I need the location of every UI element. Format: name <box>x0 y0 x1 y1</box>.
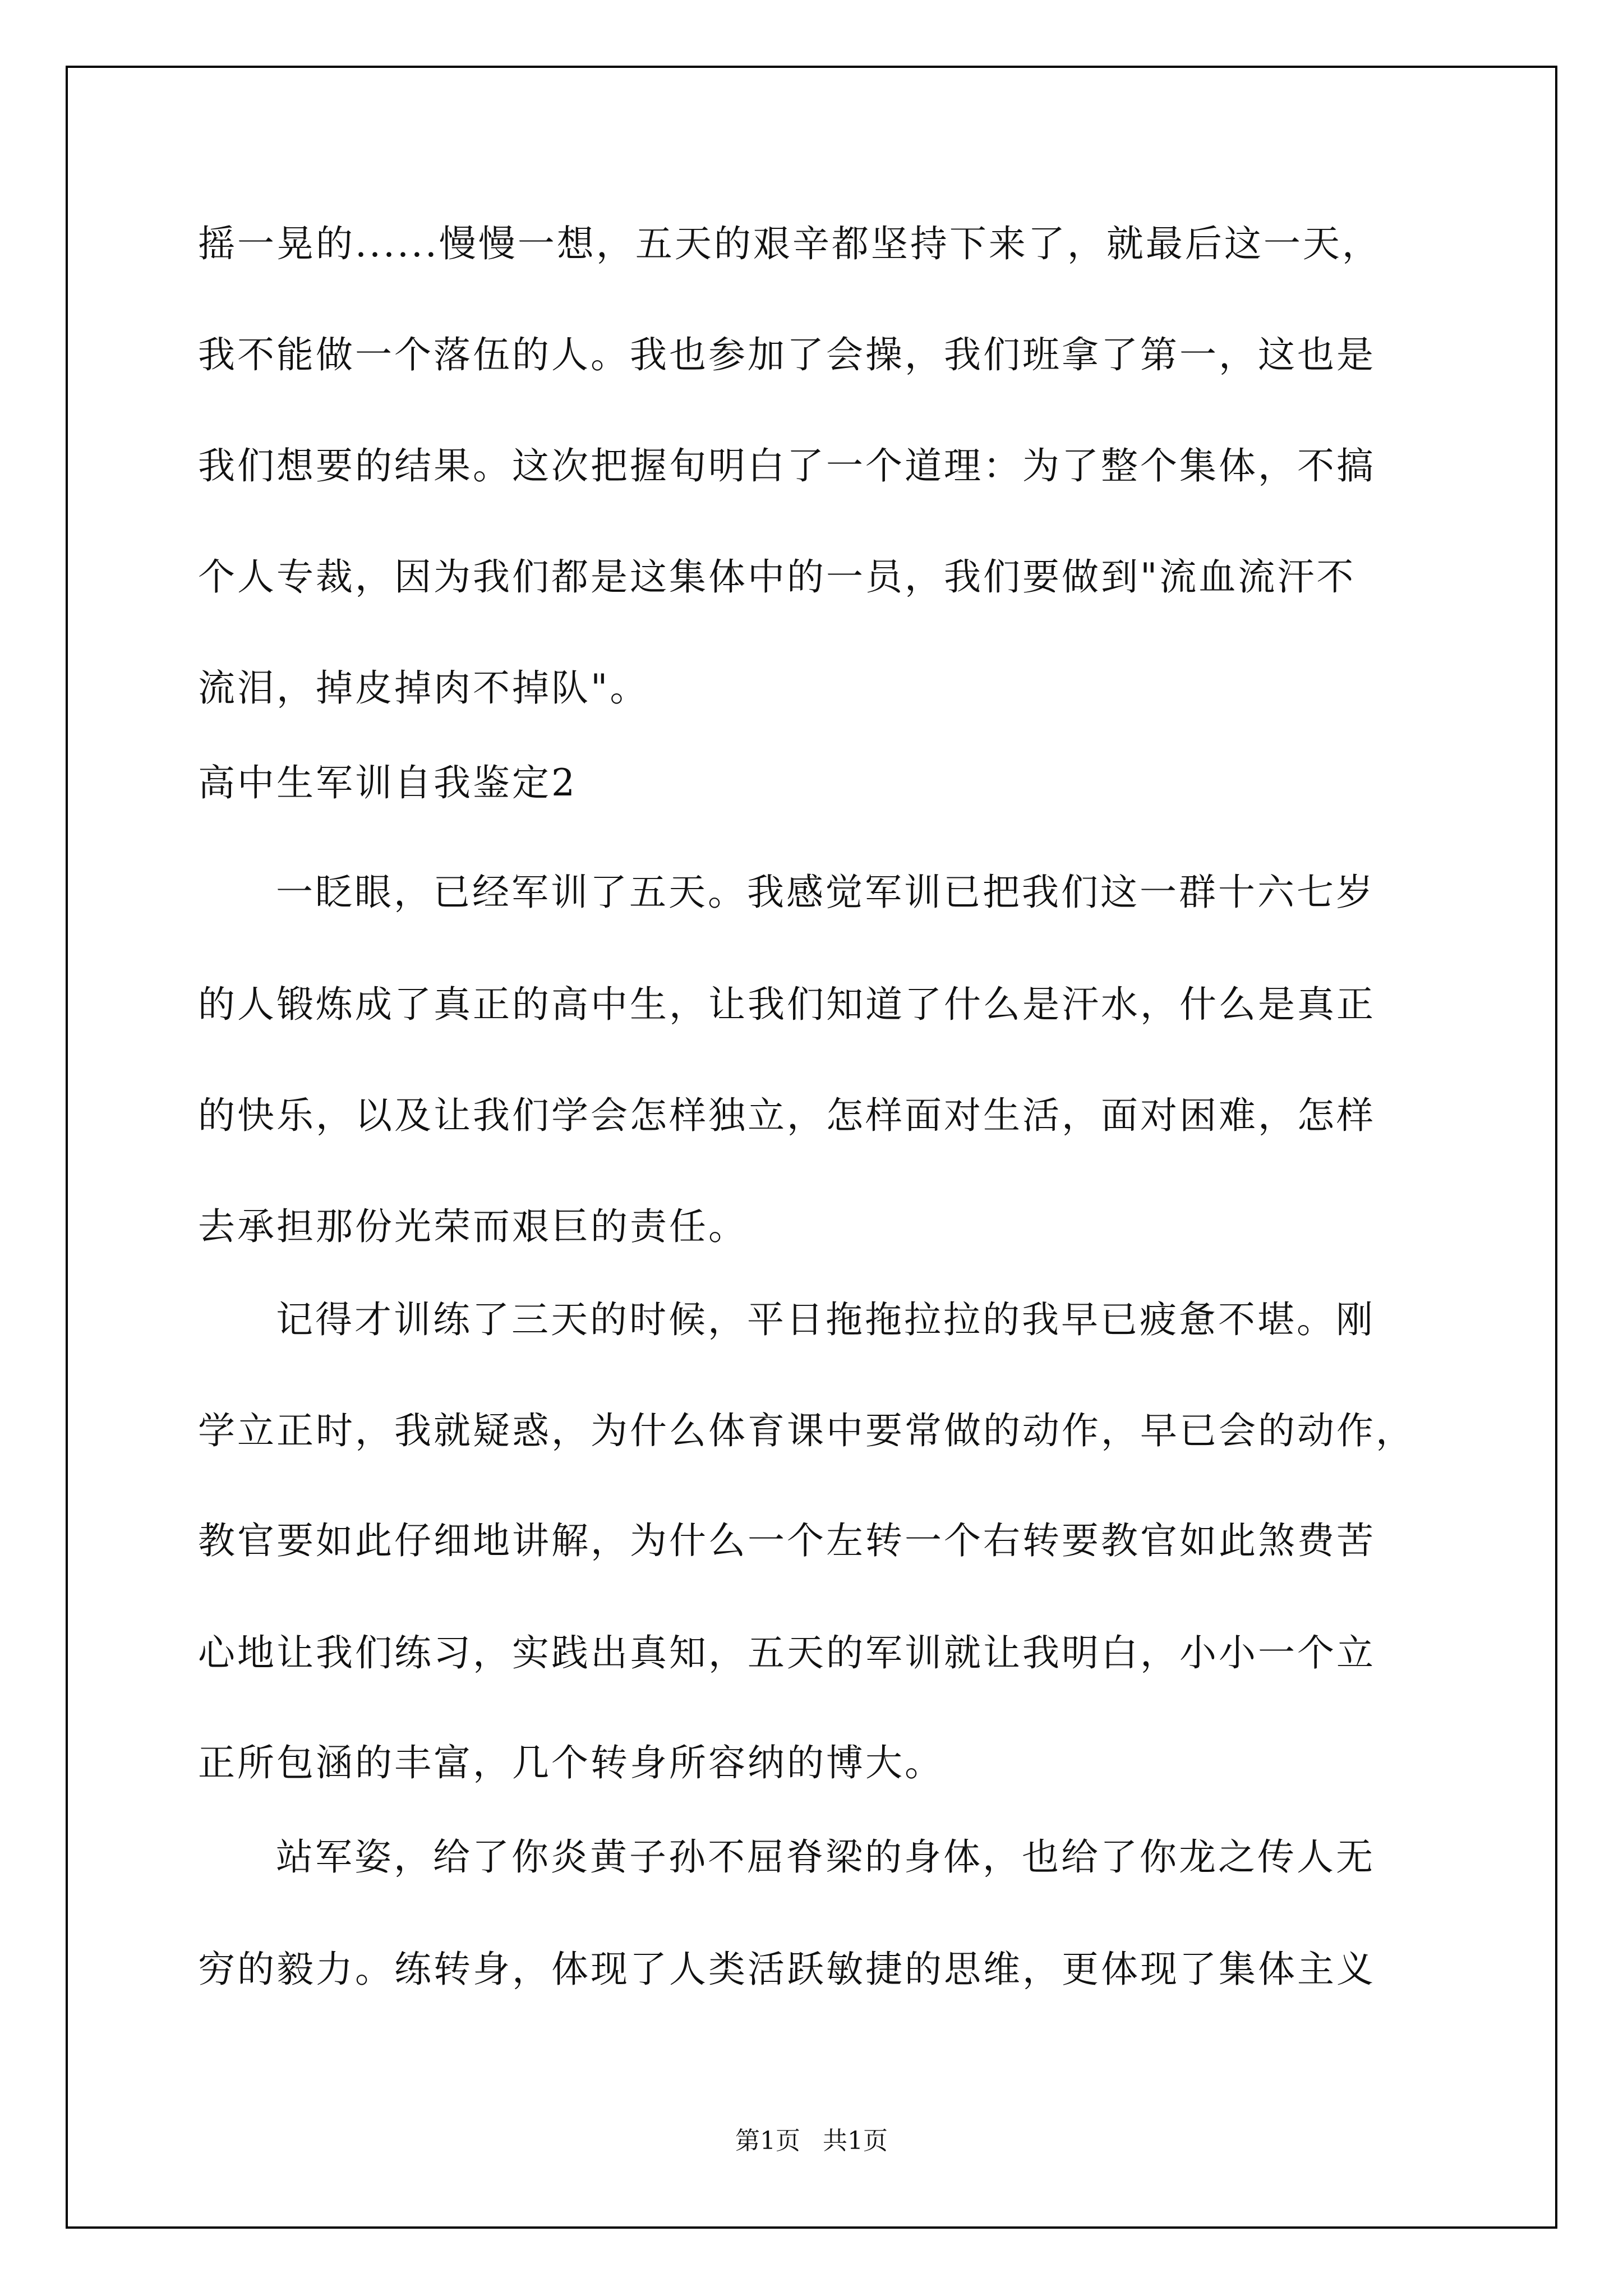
page-border <box>66 66 1557 2229</box>
text-line: 流泪，掉皮掉肉不掉队"。 <box>198 666 649 710</box>
page-total: 共1页 <box>823 2127 888 2155</box>
text-line: 我不能做一个落伍的人。我也参加了会操，我们班拿了第一，这也是 <box>198 333 1376 376</box>
text-line: 穷的毅力。练转身，体现了人类活跃敏捷的思维，更体现了集体主义 <box>198 1948 1376 1991</box>
text-line: 一眨眼，已经军训了五天。我感觉军训已把我们这一群十六七岁 <box>276 871 1375 914</box>
page-number: 第1页 <box>735 2127 800 2155</box>
section-heading: 高中生军训自我鉴定2 <box>198 761 577 804</box>
text-line: 站军姿，给了你炎黄子孙不屈脊梁的身体，也给了你龙之传人无 <box>276 1835 1375 1879</box>
text-line: 摇一晃的......慢慢一想，五天的艰辛都坚持下来了，就最后这一天， <box>198 222 1381 265</box>
text-line: 的快乐，以及让我们学会怎样独立，怎样面对生活，面对困难，怎样 <box>198 1094 1376 1137</box>
page-footer <box>0 2129 1623 2154</box>
text-line: 心地让我们练习，实践出真知，五天的军训就让我明白，小小一个立 <box>198 1631 1376 1674</box>
text-line: 的人锻炼成了真正的高中生，让我们知道了什么是汗水，什么是真正 <box>198 983 1376 1026</box>
text-line: 教官要如此仔细地讲解，为什么一个左转一个右转要教官如此煞费苦 <box>198 1519 1376 1562</box>
text-line: 学立正时，我就疑惑，为什么体育课中要常做的动作，早已会的动作， <box>198 1409 1415 1452</box>
text-line: 我们想要的结果。这次把握旬明白了一个道理：为了整个集体，不搞 <box>198 444 1376 487</box>
text-line: 去承担那份光荣而艰巨的责任。 <box>198 1205 748 1248</box>
text-line: 记得才训练了三天的时候，平日拖拖拉拉的我早已疲惫不堪。刚 <box>276 1298 1375 1341</box>
text-line: 个人专裁，因为我们都是这集体中的一员，我们要做到"流血流汗不 <box>198 555 1356 599</box>
text-line: 正所包涵的丰富，几个转身所容纳的博大。 <box>198 1741 944 1784</box>
